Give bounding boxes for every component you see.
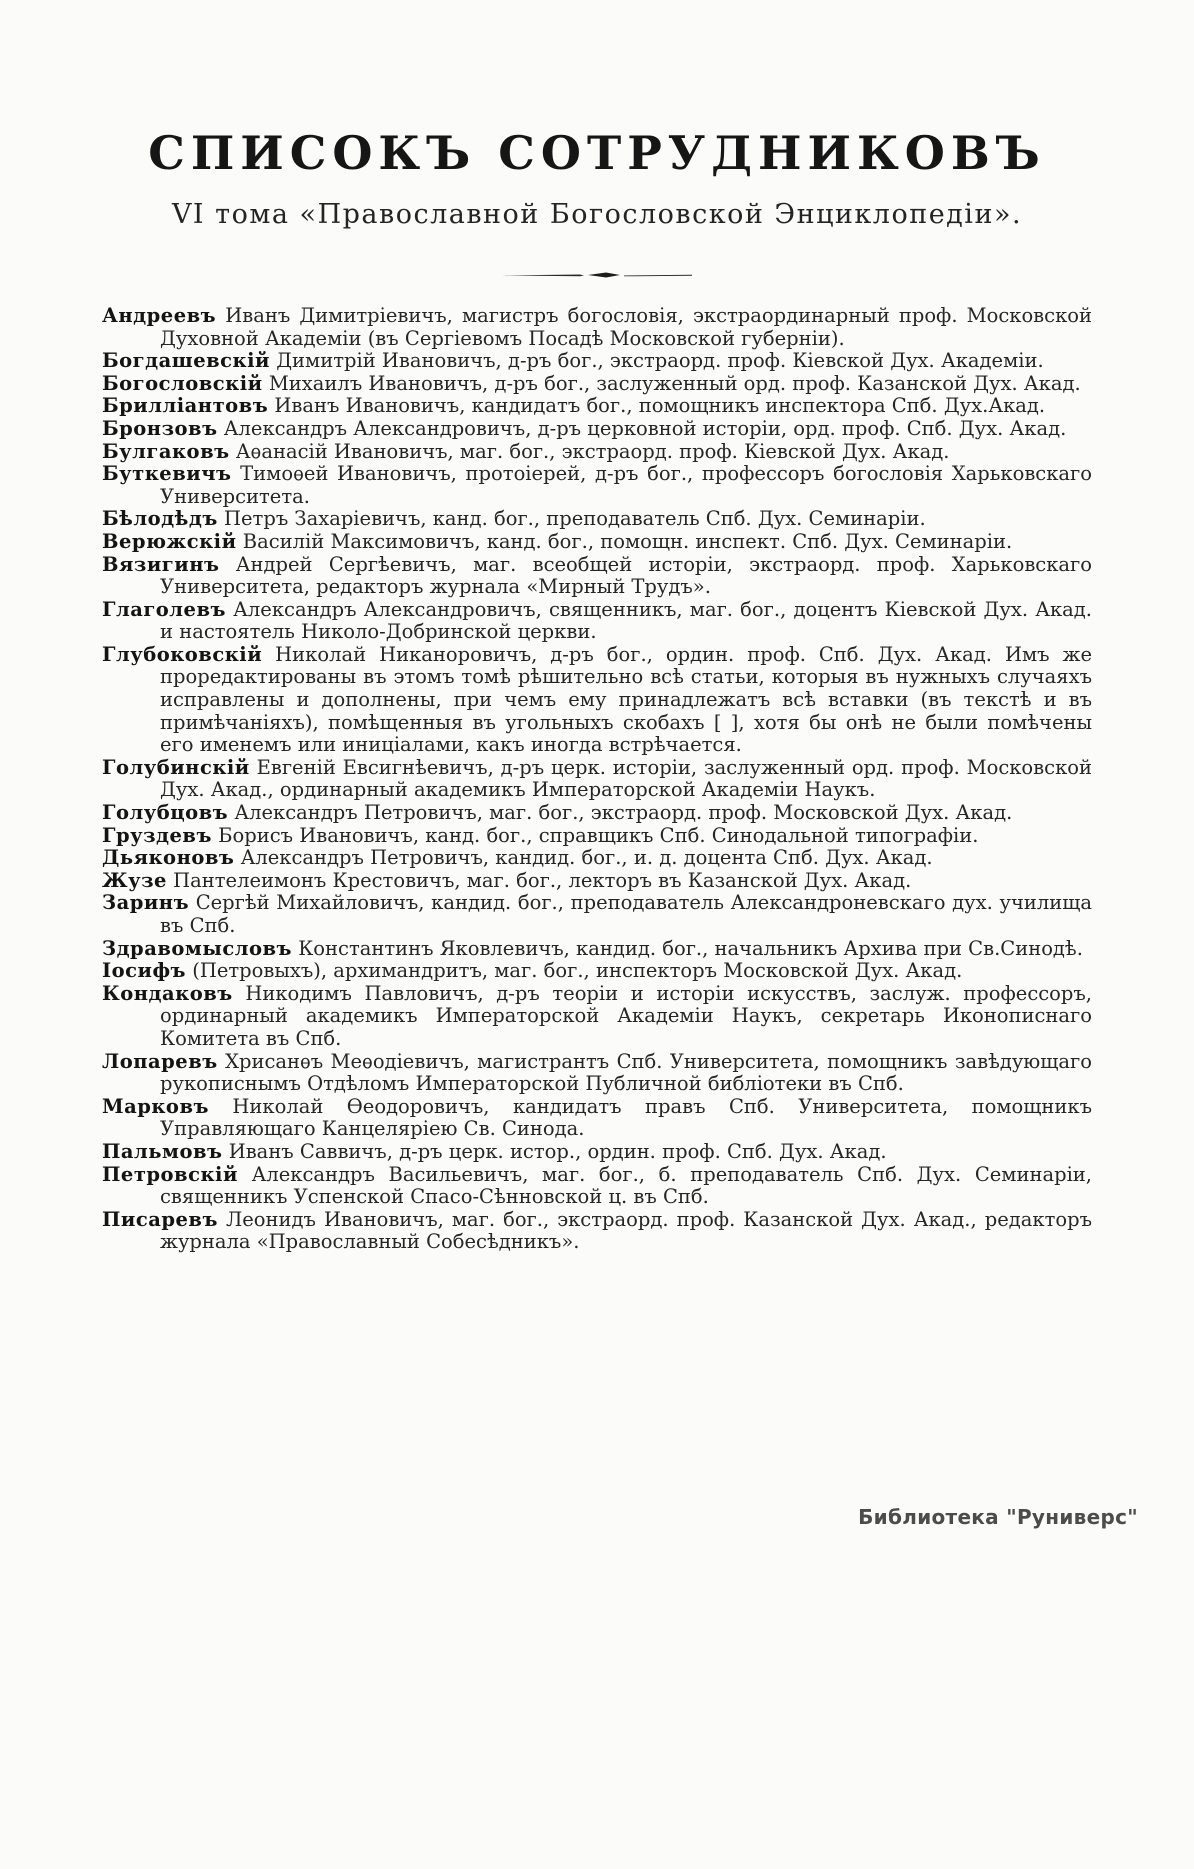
page-subtitle: VI тома «Православной Богословской Энциклопедіи». <box>171 198 1023 230</box>
list-item <box>102 350 1092 373</box>
contributor-description: Сергѣй Михайловичъ, кандид. бог., преподаватель Александроневскаго дух. училища въ Спб. <box>160 891 1093 938</box>
list-item <box>102 644 1092 757</box>
list-item <box>102 1141 1092 1164</box>
contributor-surname: Богдашевскій <box>102 349 270 373</box>
contributor-description: Андрей Сергѣевичъ, маг. всеобщей исторіи, экстраорд. проф. Харьковскаго Университета, редакторъ журнала «Мирный Трудъ». <box>160 552 1092 599</box>
contributor-description: Александръ Александровичъ, священникъ, маг. бог., доцентъ Кіевской Дух. Акад. и настоятель Николо-Добринской церкви. <box>160 597 1093 644</box>
contributor-surname: Глубоковскій <box>102 642 263 666</box>
contributor-description: Иванъ Ивановичъ, кандидатъ бог., помощникъ инспектора Спб. Дух.Акад. <box>274 394 1046 418</box>
list-item <box>102 825 1092 848</box>
contributor-description: Димитрій Ивановичъ, д-ръ бог., экстраорд. проф. Кіевской Дух. Академіи. <box>276 349 1044 373</box>
list-item <box>102 802 1092 825</box>
contributor-surname: Писаревъ <box>102 1207 218 1231</box>
contributor-surname: Голубинскій <box>102 755 250 779</box>
ornamental-divider-icon <box>502 270 692 280</box>
list-item <box>102 418 1092 441</box>
contributor-surname: Глаголевъ <box>102 597 226 621</box>
contributor-surname: Бронзовъ <box>102 416 218 440</box>
list-item <box>102 938 1092 961</box>
list-item <box>102 983 1092 1051</box>
contributor-surname: Здравомысловъ <box>102 936 293 960</box>
contributor-surname: Буткевичъ <box>102 462 232 486</box>
contributor-description: Петръ Захаріевичъ, канд. бог., преподаватель Спб. Дух. Семинаріи. <box>224 507 926 531</box>
contributor-surname: Брилліантовъ <box>102 394 269 418</box>
contributor-surname: Верюжскій <box>102 529 237 553</box>
list-item <box>102 1164 1092 1209</box>
list-item <box>102 870 1092 893</box>
contributor-description: Александръ Александровичъ, д-ръ церковной исторіи, орд. проф. Спб. Дух. Акад. <box>223 416 1067 440</box>
list-item <box>102 847 1092 870</box>
contributor-surname: Бѣлодѣдъ <box>102 507 218 531</box>
page-title: СПИСОКЪ СОТРУДНИКОВЪ <box>148 126 1046 180</box>
list-item <box>102 1209 1092 1254</box>
contributor-description: Иванъ Саввичъ, д-ръ церк. истор., ордин. проф. Спб. Дух. Акад. <box>228 1139 887 1163</box>
contributor-surname: Петровскій <box>102 1162 238 1186</box>
contributor-description: Василій Максимовичъ, канд. бог., помощн. инспект. Спб. Дух. Семинаріи. <box>242 529 1013 553</box>
contributor-description: Леонидъ Ивановичъ, маг. бог., экстраорд. проф. Казанской Дух. Акад., редакторъ журнала «Православный Собесѣдникъ». <box>160 1207 1092 1254</box>
contributor-description: Пантелеимонъ Крестовичъ, маг. бог., лекторъ въ Казанской Дух. Акад. <box>173 868 912 892</box>
contributors-list <box>102 305 1092 1254</box>
contributor-description: Александръ Петровичъ, кандид. бог., и. д. доцента Спб. Дух. Акад. <box>240 846 933 870</box>
contributor-surname: Дьяконовъ <box>102 846 235 870</box>
contributor-surname: Жузе <box>102 868 167 892</box>
library-watermark: Библиотека "Руниверс" <box>858 1505 1138 1529</box>
contributor-surname: Груздевъ <box>102 823 212 847</box>
contributor-description: Михаилъ Ивановичъ, д-ръ бог., заслуженный орд. проф. Казанской Дух. Акад. <box>268 371 1081 395</box>
contributor-description: Николай Никаноровичъ, д-ръ бог., ордин. проф. Спб. Дух. Акад. Имъ же проредактированы въ этомъ томѣ рѣшительно всѣ статьи, которыя въ нужныхъ случаяхъ исправлены и дополнены, при чемъ ему принадлежатъ всѣ вставки (въ текстѣ и въ примѣчаніяхъ), помѣщенныя въ угольныхъ скобахъ [ ], хотя бы онѣ не были помѣчены его именемъ или иниціалами, какъ иногда встрѣчается. <box>160 642 1093 757</box>
contributor-surname: Лопаревъ <box>102 1049 218 1073</box>
list-item <box>102 373 1092 396</box>
contributor-description: Иванъ Димитріевичъ, магистръ богословія, экстраординарный проф. Московской Духовной Академіи (въ Сергіевомъ Посадѣ Московской губерніи). <box>160 303 1093 350</box>
contributor-description: Хрисанѳъ Меѳодіевичъ, магистрантъ Спб. Университета, помощникъ завѣдующаго рукописнымъ Отдѣломъ Императорской Публичной библіотеки въ Спб. <box>160 1049 1092 1096</box>
list-item <box>102 463 1092 508</box>
list-item <box>102 892 1092 937</box>
contributor-description: Александръ Васильевичъ, маг. бог., б. преподаватель Спб. Дух. Семинаріи, священникъ Успенской Спасо-Сѣнновской ц. въ Спб. <box>160 1162 1092 1209</box>
contributor-surname: Богословскій <box>102 371 263 395</box>
list-item <box>102 1051 1092 1096</box>
contributor-description: Евгеній Евсигнѣевичъ, д-ръ церк. исторіи, заслуженный орд. проф. Московской Дух. Акад., ординарный академикъ Императорской Академіи Наукъ. <box>160 755 1092 802</box>
contributor-surname: Іосифъ <box>102 959 187 983</box>
list-item <box>102 1096 1092 1141</box>
contributor-surname: Пальмовъ <box>102 1139 223 1163</box>
contributor-surname: Булгаковъ <box>102 439 230 463</box>
list-item <box>102 554 1092 599</box>
list-item <box>102 305 1092 350</box>
list-item <box>102 960 1092 983</box>
list-item <box>102 508 1092 531</box>
contributor-surname: Голубцовъ <box>102 801 229 825</box>
contributor-description: Аѳанасій Ивановичъ, маг. бог., экстраорд. проф. Кіевской Дух. Акад. <box>235 439 950 463</box>
contributor-surname: Заринъ <box>102 891 190 915</box>
list-item <box>102 757 1092 802</box>
contributor-description: Николай Ѳеодоровичъ, кандидатъ правъ Спб. Университета, помощникъ Управляющаго Канцеляріею Св. Синода. <box>160 1094 1092 1141</box>
contributor-description: (Петровыхъ), архимандритъ, маг. бог., инспекторъ Московской Дух. Акад. <box>192 959 963 983</box>
contributor-description: Константинъ Яковлевичъ, кандид. бог., начальникъ Архива при Св.Синодѣ. <box>298 936 1083 960</box>
divider-container <box>102 265 1092 275</box>
list-item <box>102 599 1092 644</box>
contributor-surname: Андреевъ <box>102 303 217 327</box>
contributor-description: Александръ Петровичъ, маг. бог., экстраорд. проф. Московской Дух. Акад. <box>234 801 1013 825</box>
contributor-description: Борисъ Ивановичъ, канд. бог., справщикъ Спб. Синодальной типографіи. <box>218 823 979 847</box>
contributor-surname: Марковъ <box>102 1094 209 1118</box>
list-item <box>102 395 1092 418</box>
contributor-surname: Кондаковъ <box>102 981 233 1005</box>
list-item <box>102 531 1092 554</box>
list-item <box>102 441 1092 464</box>
contributor-description: Никодимъ Павловичъ, д-ръ теоріи и исторіи искусствъ, заслуж. профессоръ, ординарный академикъ Императорской Академіи Наукъ, секретарь Иконописнаго Комитета въ Спб. <box>160 981 1092 1050</box>
contributor-surname: Вязигинъ <box>102 552 220 576</box>
contributor-description: Тимоѳей Ивановичъ, протоіерей, д-ръ бог., профессоръ богословія Харьковскаго Университета. <box>160 462 1092 508</box>
